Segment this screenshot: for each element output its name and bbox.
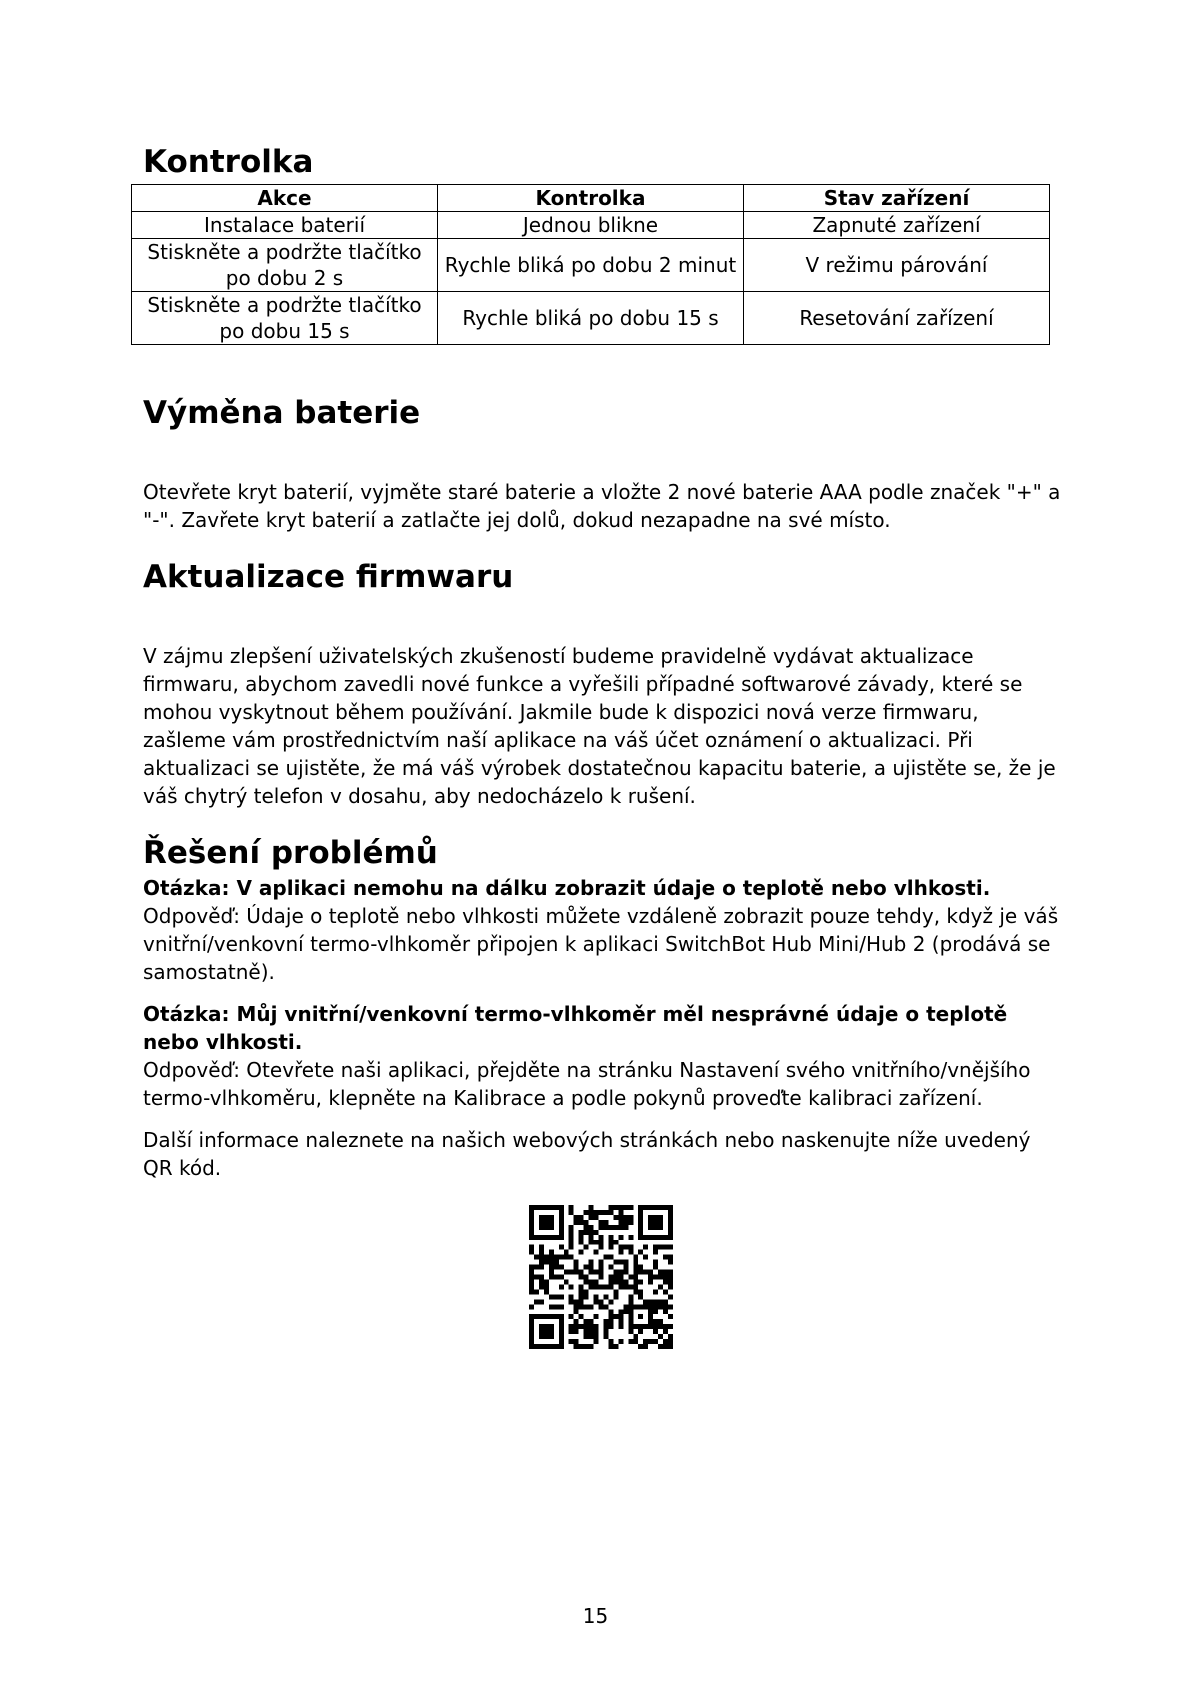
table-cell: Instalace baterií xyxy=(132,212,438,239)
firmware-heading: Aktualizace firmwaru xyxy=(143,559,514,595)
table-header-row xyxy=(132,185,1050,212)
troubleshooting-heading: Řešení problémů xyxy=(143,835,438,871)
table-header-cell: Kontrolka xyxy=(438,185,744,212)
table-cell: Stiskněte a podržte tlačítko po dobu 15 s xyxy=(132,292,438,345)
table-cell: Zapnuté zařízení xyxy=(744,212,1050,239)
battery-heading: Výměna baterie xyxy=(143,395,421,431)
table-cell: V režimu párování xyxy=(744,239,1050,292)
table-row xyxy=(132,239,1050,292)
table-row xyxy=(132,212,1050,239)
qr-code-icon xyxy=(529,1205,673,1349)
table-row xyxy=(132,292,1050,345)
table-cell: Rychle bliká po dobu 2 minut xyxy=(438,239,744,292)
firmware-paragraph: V zájmu zlepšení uživatelských zkušeností budeme pravidelně vydávat aktualizace firmwaru, abychom zavedli nové funkce a vyřešili případné softwarové závady, které se mohou vyskytnout během používání. Jakmile bude k dispozici nová verze firmwaru, zašleme vám prostřednictvím naší aplikace na váš účet oznámení o aktualizaci. Při aktualizaci se ujistěte, že má váš výrobek dostatečnou kapacitu baterie, a ujistěte se, že je váš chytrý telefon v dosahu, aby nedocházelo k rušení. xyxy=(143,644,1056,808)
table-cell: Resetování zařízení xyxy=(744,292,1050,345)
table-header-cell: Stav zařízení xyxy=(744,185,1050,212)
answer-2: Odpověď: Otevřete naši aplikaci, přejděte na stránku Nastavení svého vnitřního/vnějšího termo-vlhkoměru, klepněte na Kalibrace a podle pokynů proveďte kalibraci zařízení. xyxy=(143,1058,1031,1110)
led-table xyxy=(131,184,1050,345)
question-2: Otázka: Můj vnitřní/venkovní termo-vlhkoměr měl nesprávné údaje o teplotě nebo vlhkosti. xyxy=(143,1002,1008,1054)
more-info-paragraph: Další informace naleznete na našich webových stránkách nebo naskenujte níže uvedený QR kód. xyxy=(143,1128,1031,1180)
table-cell: Stiskněte a podržte tlačítko po dobu 2 s xyxy=(132,239,438,292)
table-cell: Rychle bliká po dobu 15 s xyxy=(438,292,744,345)
page-number: 15 xyxy=(582,1604,609,1628)
question-1: Otázka: V aplikaci nemohu na dálku zobrazit údaje o teplotě nebo vlhkosti. xyxy=(143,876,991,900)
led-heading: Kontrolka xyxy=(143,144,314,180)
answer-1: Odpověď: Údaje o teplotě nebo vlhkosti můžete vzdáleně zobrazit pouze tehdy, když je váš vnitřní/venkovní termo-vlhkoměr připojen k aplikaci SwitchBot Hub Mini/Hub 2 (prodává se samostatně). xyxy=(143,904,1059,984)
table-header-cell: Akce xyxy=(132,185,438,212)
battery-paragraph: Otevřete kryt baterií, vyjměte staré baterie a vložte 2 nové baterie AAA podle značek "+" a "-". Zavřete kryt baterií a zatlačte jej dolů, dokud nezapadne na své místo. xyxy=(143,480,1061,532)
table-cell: Jednou blikne xyxy=(438,212,744,239)
